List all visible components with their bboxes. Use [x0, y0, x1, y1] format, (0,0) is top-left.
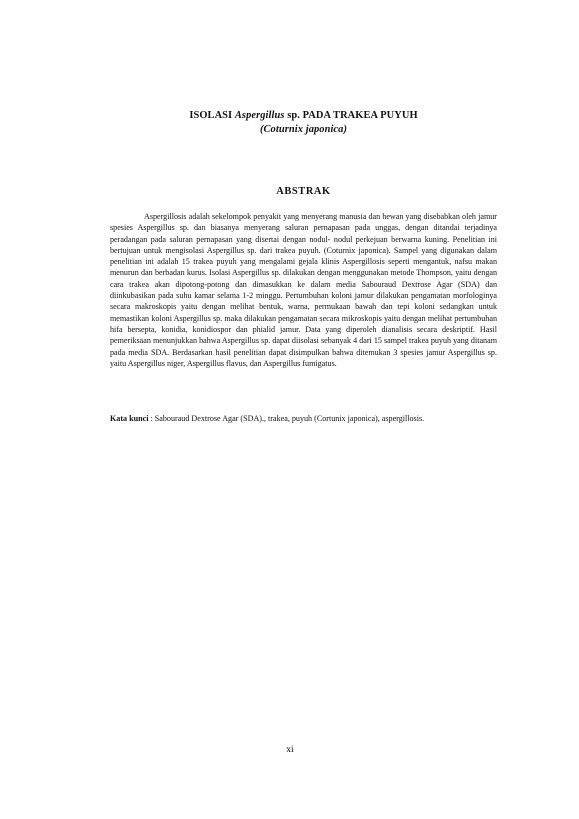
title-line-1 — [110, 109, 497, 123]
title-prefix: ISOLASI — [189, 110, 235, 121]
document-title — [110, 109, 497, 137]
title-line-2: (Coturnix japonica) — [259, 124, 348, 135]
keywords-text: : Sabouraud Dextrose Agar (SDA)., trakea, puyuh (Cortunix japonica), aspergillosis. — [148, 414, 425, 423]
keywords-label: Kata kunci — [110, 414, 149, 423]
page-number: xi — [286, 745, 294, 755]
abstract-heading: ABSTRAK — [276, 186, 331, 197]
abstract-body: Aspergillosis adalah sekelompok penyakit yang menyerang manusia dan hewan yang disebabkan oleh jamur spesies Aspergillus sp. dan biasanya menyerang saluran pernapasan pada unggas, dengan ditandai terjadinya peradangan pada saluran pernapasan yang disertai dengan nodul- nodul perkejuan berwarna kuning. Penelitian ini bertujuan untuk mengisolasi Aspergillus sp. dari trakea puyuh. (Coturnix japonica). Sampel yang digunakan dalam penelitian ini adalah 15 trakea puyuh yang mengalami gejala klinis Aspergillosis seperti mengantuk, nafsu makan menurun dan berbadan kurus. Isolasi Aspergillus sp. dilakukan dengan menggunakan metode Thompson, yaitu dengan cara trakea akan dipotong-potong dan dimasukkan ke dalam media Sabouraud Dextrose Agar (SDA) dan diinkubasikan pada suhu kamar selama 1-2 minggu. Pertumbuhan koloni jamur dilakukan pengamatan morfologinya secara makroskopis yaitu dengan melihat bentuk, warna, permukaan bawah dan tepi koloni sedangkan untuk memastikan koloni Aspergillus sp. maka dilakukan pengamatan secara mikroskopis yaitu dengan melihat pertumbuhan hifa bersepta, konidia, konidiospor dan phialid jamur. Data yang diperoleh dianalisis secara deskriptif. Hasil pemeriksaan menunjukkan bahwa Aspergillus sp. dapat diisolasi sebanyak 4 dari 15 sampel trakea puyuh yang ditanam pada media SDA. Berdasarkan hasil penelitian dapat disimpulkan bahwa ditemukan 3 spesies jamur Aspergillus sp. yaitu Aspergillus niger, Aspergillus flavus, dan Aspergillus fumigatus. — [110, 212, 497, 368]
keywords — [110, 413, 497, 424]
title-suffix: sp. PADA TRAKEA PUYUH — [284, 110, 418, 121]
title-genus: Aspergillus — [234, 110, 285, 121]
